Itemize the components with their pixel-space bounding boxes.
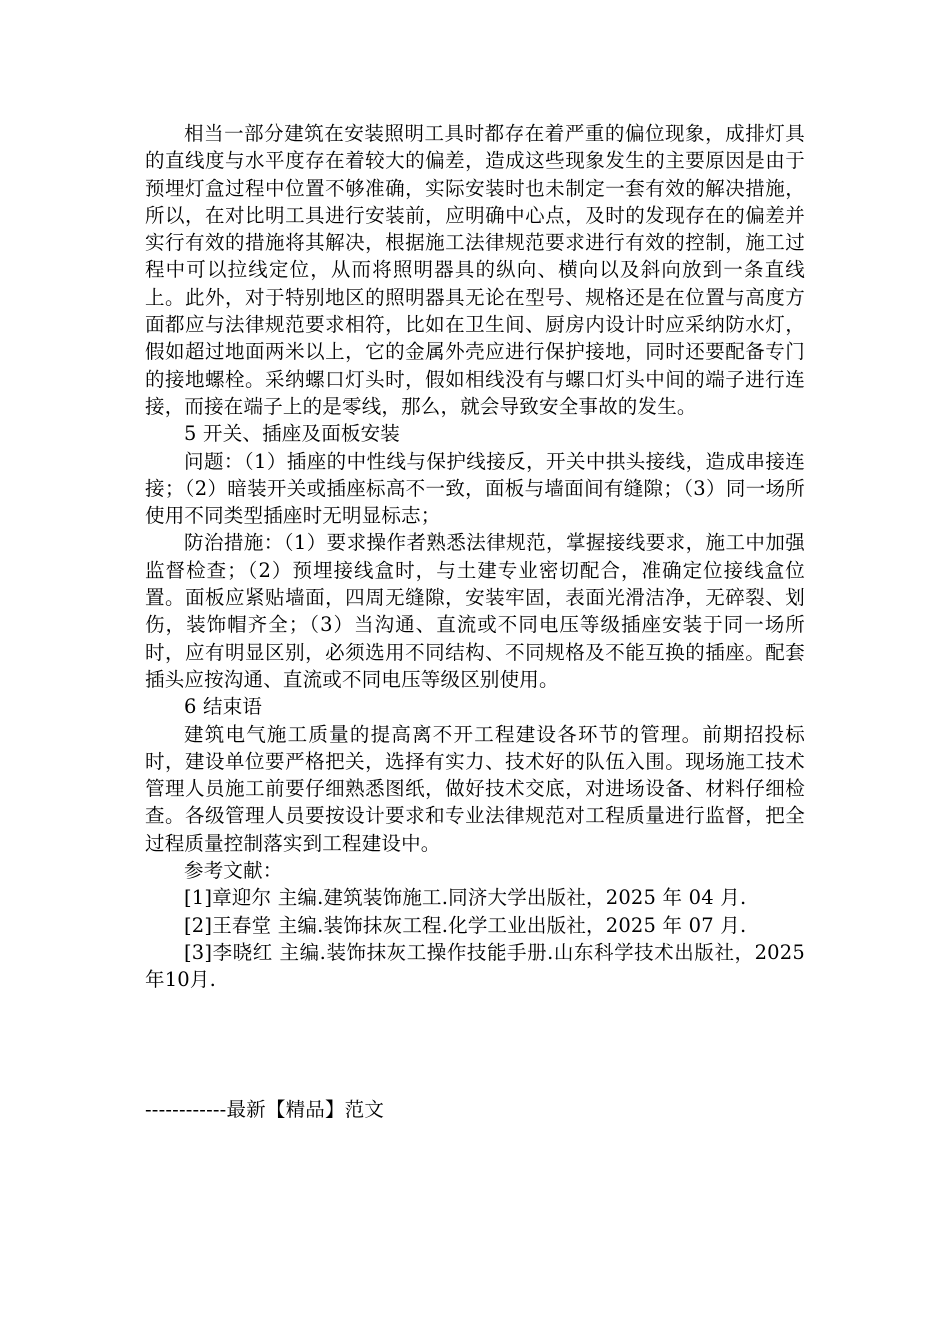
page-footer: ------------最新【精品】范文 [145, 1098, 385, 1121]
document-body [145, 120, 805, 994]
section-heading-switches-sockets: 5 开关、插座及面板安装 [184, 422, 401, 446]
paragraph-prevention-measures: 防治措施：（1）要求操作者熟悉法律规范，掌握接线要求，施工中加强监督检查；（2）预埋接线盒时，与土建专业密切配合，准确定位接线盒位置。面板应紧贴墙面，四周无缝隙，安装牢固，表面光滑洁净，无碎裂、划伤，装饰帽齐全；（3）当沟通、直流或不同电压等级插座安装于同一场所时，应有明显区别，必须选用不同结构、不同规格及不能互换的插座。配套插头应按沟通、直流或不同电压等级区别使用。 [145, 531, 805, 691]
reference-item: [2]王春堂 主编.装饰抹灰工程.化学工业出版社，2025 年 07 月. [184, 913, 747, 937]
section-heading-conclusion: 6 结束语 [184, 695, 263, 719]
reference-item: [3]李晓红 主编.装饰抹灰工操作技能手册.山东科学技术出版社，2025年10月. [145, 940, 805, 992]
reference-item: [1]章迎尔 主编.建筑装饰施工.同济大学出版社，2025 年 04 月. [184, 886, 747, 910]
paragraph-conclusion: 建筑电气施工质量的提高离不开工程建设各环节的管理。前期招投标时，建设单位要严格把关，选择有实力、技术好的队伍入围。现场施工技术管理人员施工前要仔细熟悉图纸，做好技术交底，对进场设备、材料仔细检查。各级管理人员要按设计要求和专业法律规范对工程质量进行监督，把全过程质量控制落实到工程建设中。 [145, 722, 805, 855]
references-heading: 参考文献： [184, 859, 283, 883]
paragraph-problems: 问题：（1）插座的中性线与保护线接反，开关中拱头接线，造成串接连接；（2）暗装开关或插座标高不一致，面板与墙面间有缝隙；（3）同一场所使用不同类型插座时无明显标志； [145, 449, 805, 528]
paragraph-lighting-installation: 相当一部分建筑在安装照明工具时都存在着严重的偏位现象，成排灯具的直线度与水平度存在着较大的偏差，造成这些现象发生的主要原因是由于预埋灯盒过程中位置不够准确，实际安装时也未制定一套有效的解决措施，所以，在对比明工具进行安装前，应明确中心点，及时的发现存在的偏差并实行有效的措施将其解决，根据施工法律规范要求进行有效的控制，施工过程中可以拉线定位，从而将照明器具的纵向、横向以及斜向放到一条直线上。此外，对于特别地区的照明器具无论在型号、规格还是在位置与高度方面都应与法律规范要求相符，比如在卫生间、厨房内设计时应采纳防水灯，假如超过地面两米以上，它的金属外壳应进行保护接地，同时还要配备专门的接地螺栓。采纳螺口灯头时，假如相线没有与螺口灯头中间的端子进行连接，而接在端子上的是零线，那么，就会导致安全事故的发生。 [145, 122, 805, 418]
